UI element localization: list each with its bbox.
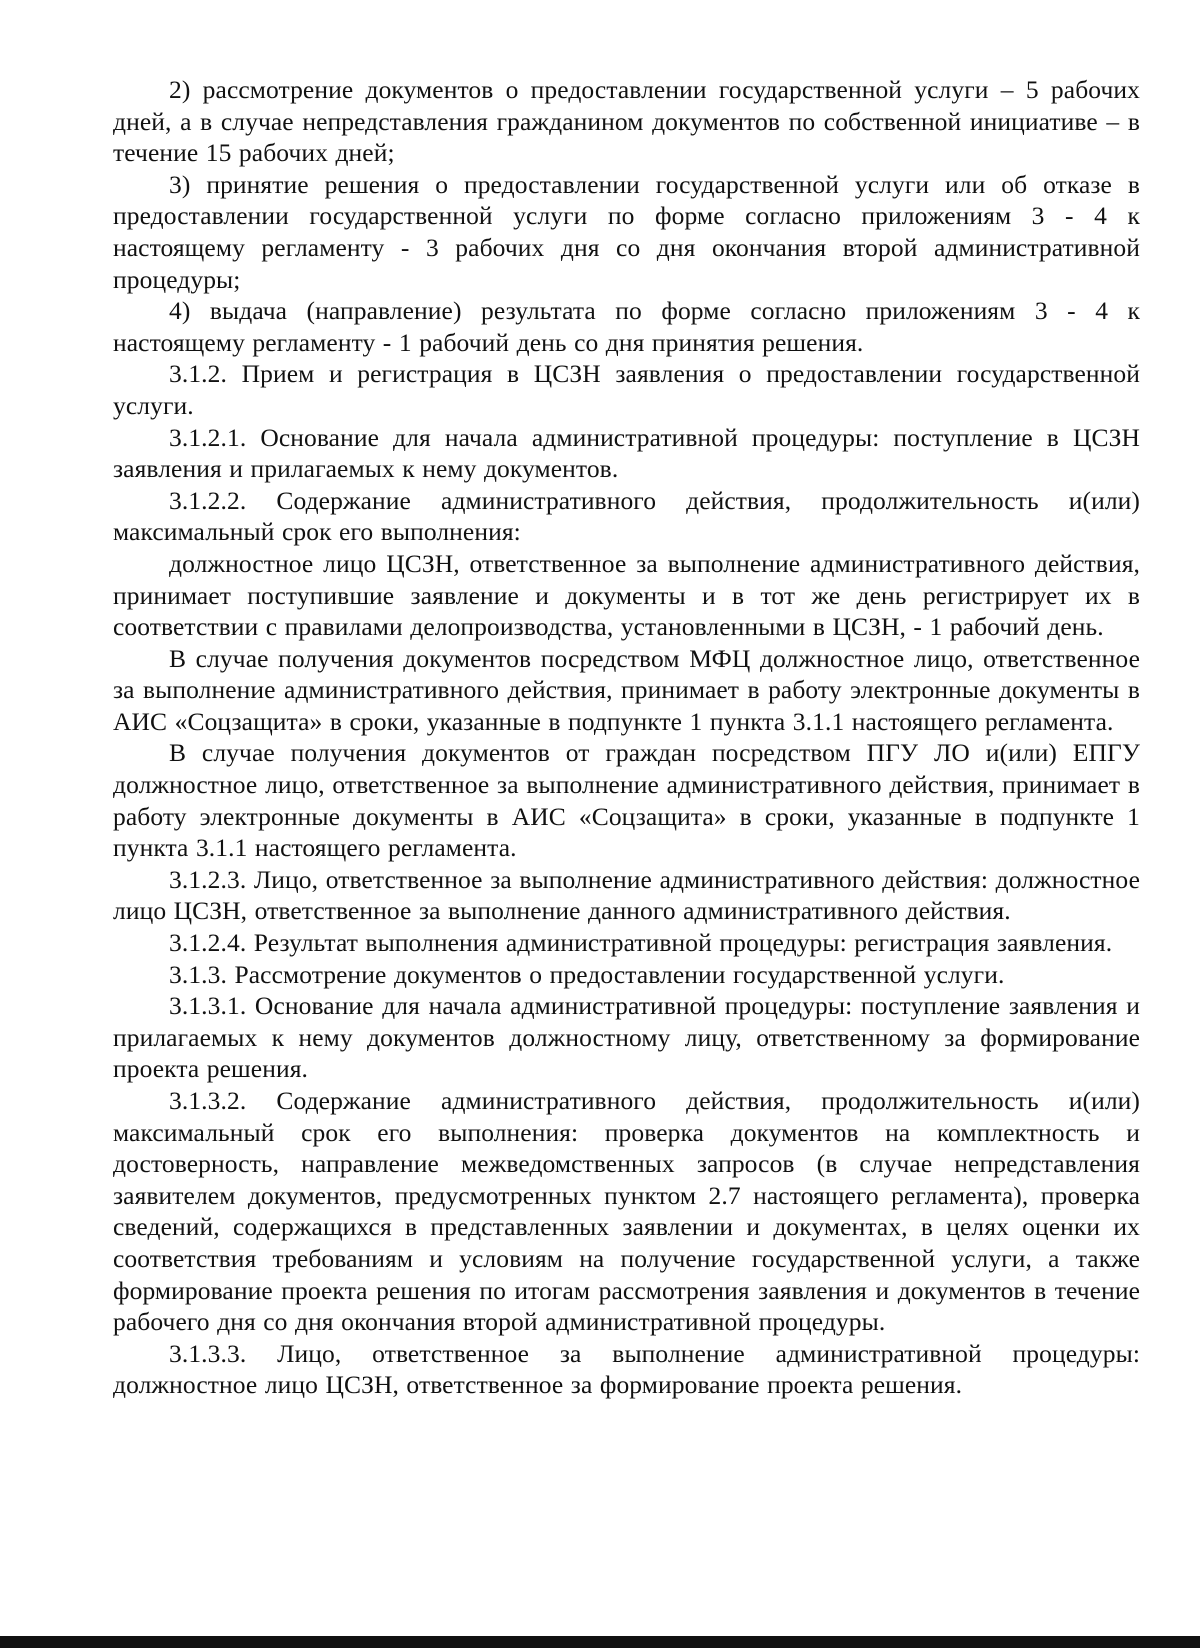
paragraph-3-1-2: 3.1.2. Прием и регистрация в ЦСЗН заявления о предоставлении государственной услуги. (113, 359, 1140, 420)
paragraph-3-1-2-3: 3.1.2.3. Лицо, ответственное за выполнение административного действия: должностное лицо ЦСЗН, ответственное за выполнение данного административного действия. (113, 864, 1140, 926)
paragraph-3-1-3: 3.1.3. Рассмотрение документов о предоставлении государственной услуги. (169, 959, 1005, 989)
paragraph-mfc-case: В случае получения документов посредством МФЦ должностное лицо, ответственное за выполнение административного действия, принимает в работу электронные документы в АИС «Соцзащита» в сроки, указанные в подпункте 1 пункта 3.1.1 настоящего регламента. (113, 643, 1140, 736)
paragraph-3-1-2-4: 3.1.2.4. Результат выполнения административной процедуры: регистрация заявления. (169, 928, 1113, 958)
scan-bottom-edge (0, 1636, 1200, 1648)
paragraph-stage-4: 4) выдача (направление) результата по форме согласно приложениям 3 - 4 к настоящему регламенту - 1 рабочий день со дня принятия решения. (113, 296, 1140, 357)
paragraph-3-1-3-3: 3.1.3.3. Лицо, ответственное за выполнение административной процедуры: должностное лицо ЦСЗН, ответственное за формирование проекта решения. (113, 1338, 1140, 1400)
document-page (113, 74, 1140, 1401)
paragraph-3-1-2-1: 3.1.2.1. Основание для начала административной процедуры: поступление в ЦСЗН заявления и прилагаемых к нему документов. (113, 422, 1140, 484)
paragraph-3-1-2-2: 3.1.2.2. Содержание административного действия, продолжительность и(или) максимальный срок его выполнения: (113, 485, 1140, 547)
paragraph-official-duty: должностное лицо ЦСЗН, ответственное за выполнение административного действия, принимает поступившие заявление и документы и в тот же день регистрирует их в соответствии с правилами делопроизводства, установленными в ЦСЗН, - 1 рабочий день. (113, 548, 1140, 642)
paragraph-stage-3: 3) принятие решения о предоставлении государственной услуги или об отказе в предоставлении государственной услуги по форме согласно приложениям 3 - 4 к настоящему регламенту - 3 рабочих дня со дня окончания второй административной процедуры; (113, 169, 1140, 294)
paragraph-stage-2: 2) рассмотрение документов о предоставлении государственной услуги – 5 рабочих дней, а в случае непредставления гражданином документов по собственной инициативе – в течение 15 рабочих дней; (113, 75, 1140, 168)
paragraph-3-1-3-1: 3.1.3.1. Основание для начала административной процедуры: поступление заявления и прилагаемых к нему документов должностному лицу, ответственному за формирование проекта решения. (113, 991, 1140, 1084)
paragraph-3-1-3-2: 3.1.3.2. Содержание административного действия, продолжительность и(или) максимальный срок его выполнения: проверка документов на комплектность и достоверность, направление межведомственных запросов (в случае непредставления заявителем документов, предусмотренных пунктом 2.7 настоящего регламента), проверка сведений, содержащихся в представленных заявлении и документах, в целях оценки их соответствия требованиям и условиям на получение государственной услуги, а также формирование проекта решения по итогам рассмотрения заявления и документов в течение рабочего дня со дня окончания второй административной процедуры. (113, 1086, 1140, 1337)
paragraph-pgu-case: В случае получения документов от граждан посредством ПГУ ЛО и(или) ЕПГУ должностное лицо, ответственное за выполнение административного действия, принимает в работу электронные документы в АИС «Соцзащита» в сроки, указанные в подпункте 1 пункта 3.1.1 настоящего регламента. (113, 738, 1140, 863)
